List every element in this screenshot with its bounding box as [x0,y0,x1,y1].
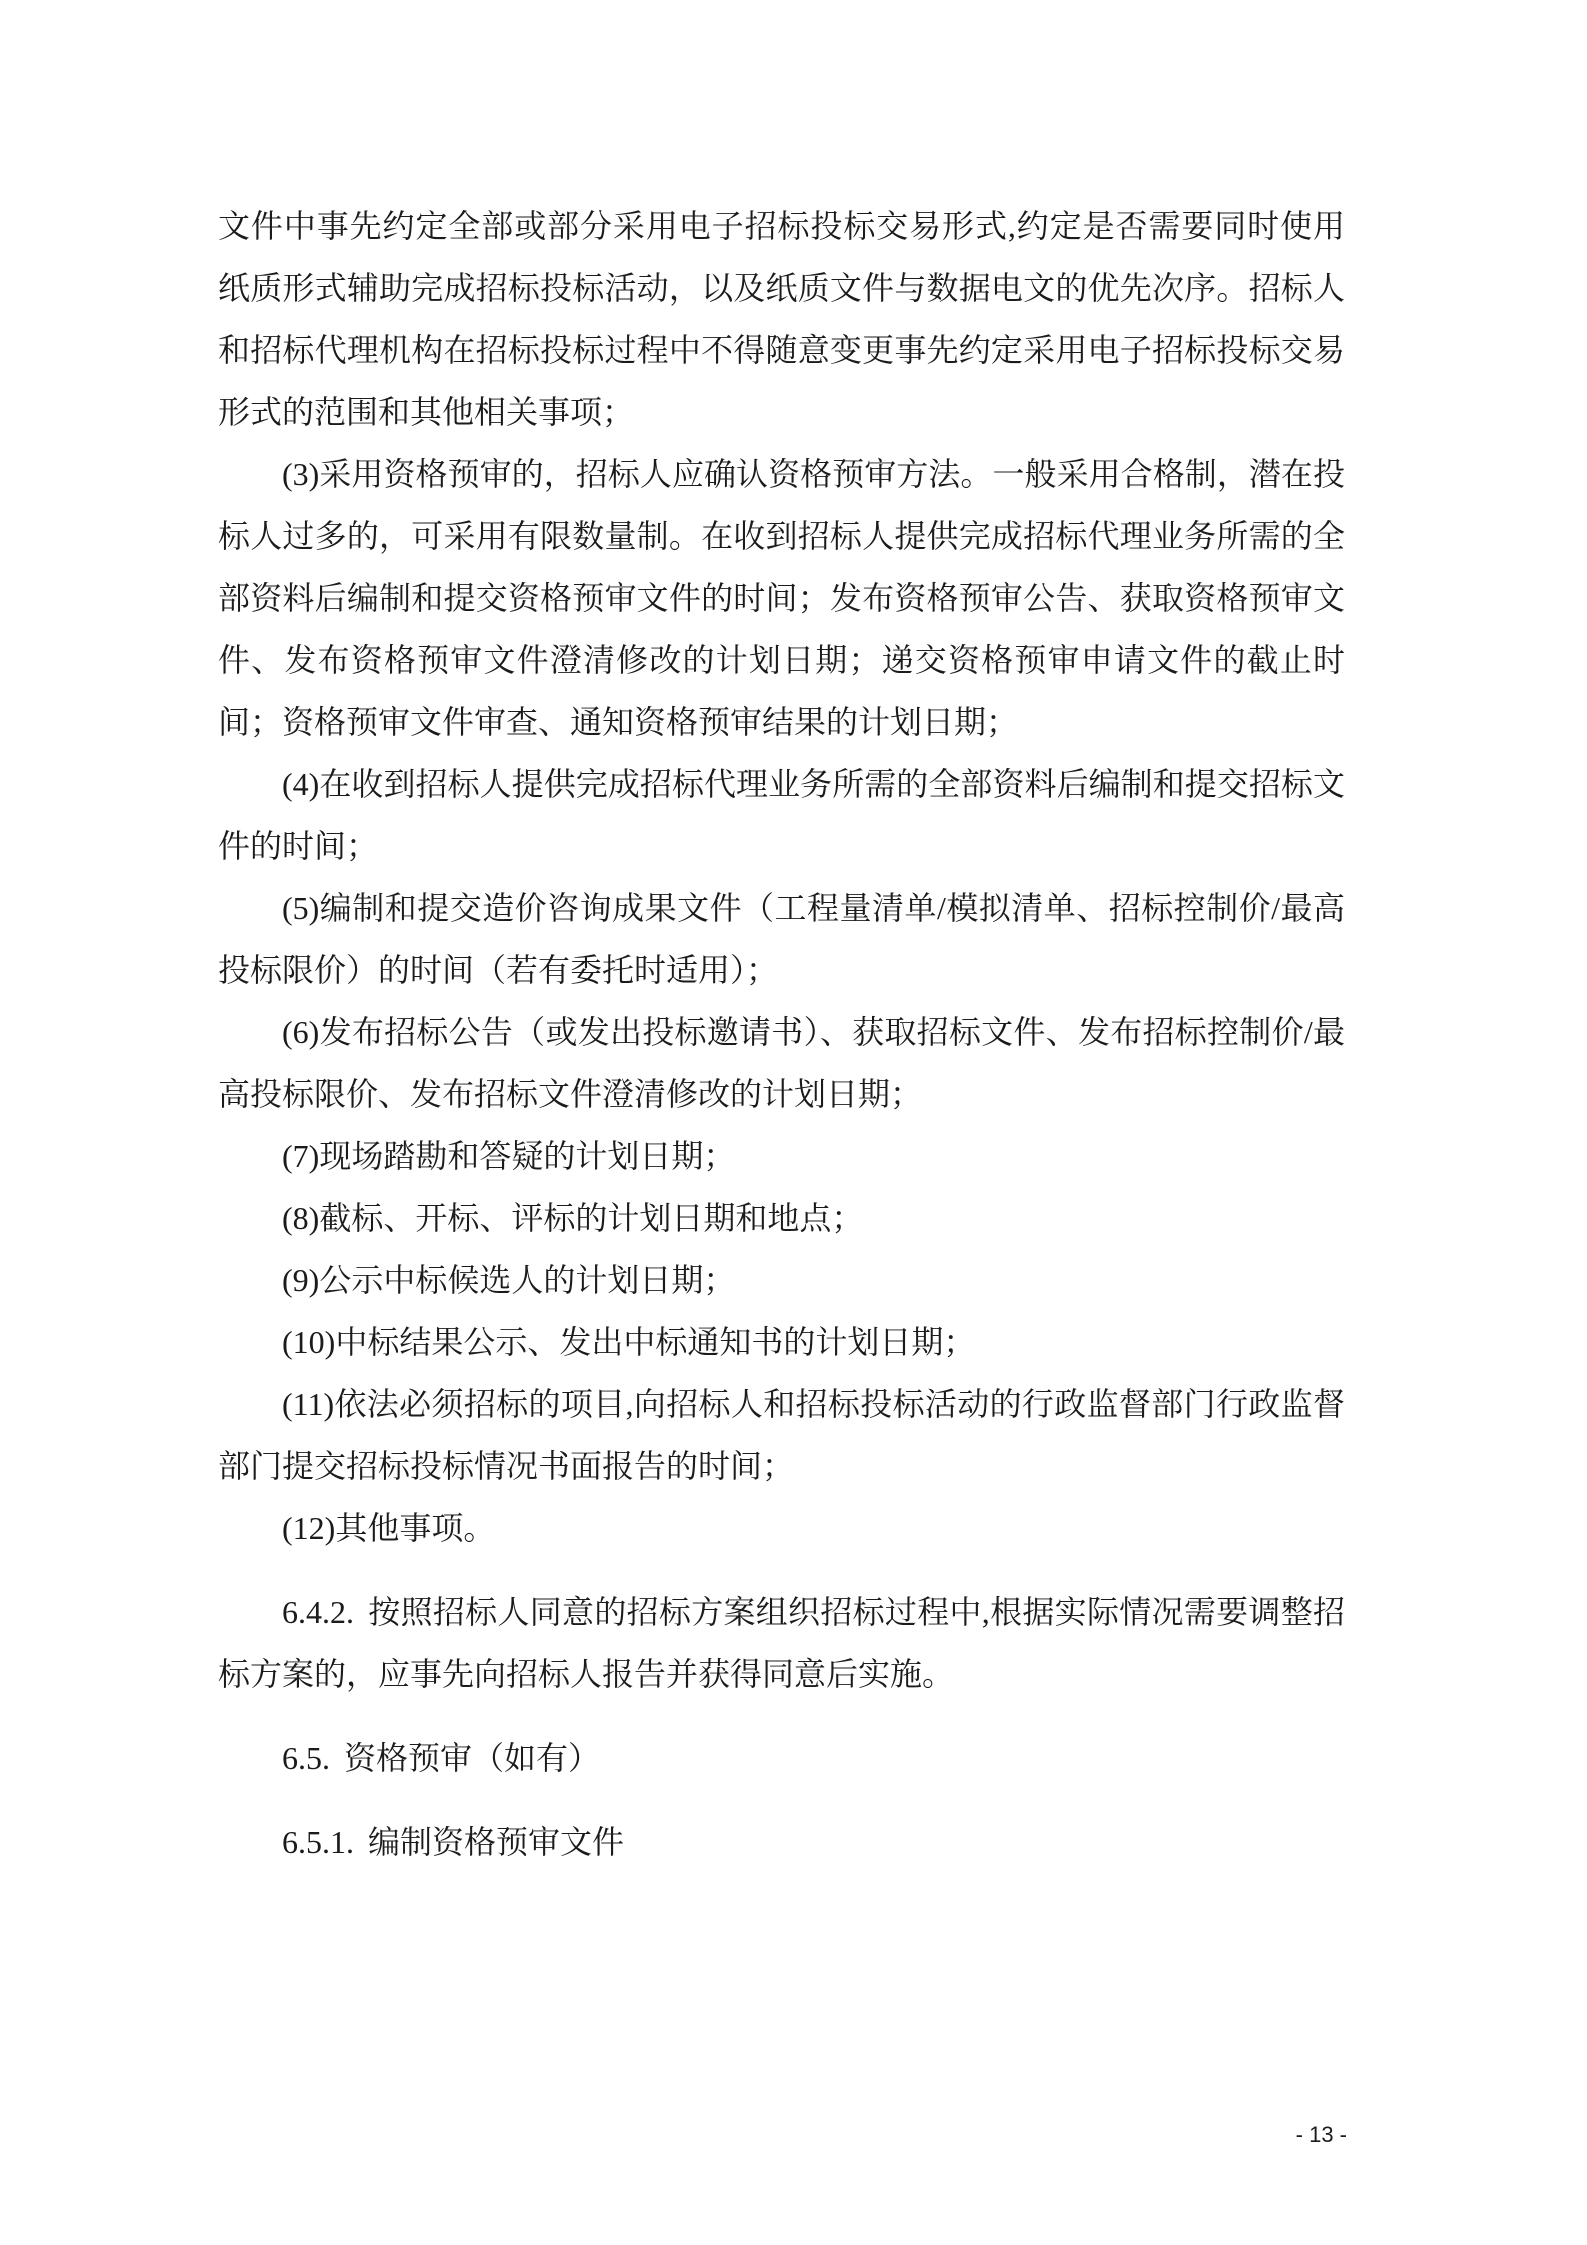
doc-paragraph-item-5: (5)编制和提交造价咨询成果文件（工程量清单/模拟清单、招标控制价/最高投标限价）的时间（若有委托时适用）； [218,890,1345,988]
section-text: 编制资格预审文件 [368,1824,625,1860]
doc-paragraph-item-4: (4)在收到招标人提供完成招标代理业务所需的全部资料后编制和提交招标文件的时间； [218,766,1345,864]
doc-paragraph-item-11: (11)依法必须招标的项目,向招标人和招标投标活动的行政监督部门行政监督部门提交招标投标情况书面报告的时间； [218,1386,1345,1484]
doc-paragraph-item-10: (10)中标结果公示、发出中标通知书的计划日期； [282,1324,976,1360]
doc-paragraph-item-3: (3)采用资格预审的，招标人应确认资格预审方法。一般采用合格制，潜在投标人过多的，可采用有限数量制。在收到招标人提供完成招标代理业务所需的全部资料后编制和提交资格预审文件的时间；发布资格预审公告、获取资格预审文件、发布资格预审文件澄清修改的计划日期；递交资格预审申请文件的截止时间；资格预审文件审查、通知资格预审结果的计划日期； [218,456,1345,740]
section-number: 6.5.1. [282,1824,354,1860]
doc-paragraph: 文件中事先约定全部或部分采用电子招标投标交易形式,约定是否需要同时使用纸质形式辅助完成招标投标活动，以及纸质文件与数据电文的优先次序。招标人和招标代理机构在招标投标过程中不得随意变更事先约定采用电子招标投标交易形式的范围和其他相关事项； [218,208,1345,430]
section-heading-6-5 [218,1727,1345,1789]
page-number: - 13 - [1295,2122,1347,2147]
section-heading-6-5-1 [218,1811,1345,1873]
document-text-block [218,195,1345,1873]
doc-paragraph-item-8: (8)截标、开标、评标的计划日期和地点； [282,1200,864,1236]
section-number: 6.4.2. [282,1594,354,1630]
section-text: 资格预审（如有） [344,1740,601,1776]
section-heading-6-4-2 [218,1581,1345,1705]
section-text: 按照招标人同意的招标方案组织招标过程中,根据实际情况需要调整招标方案的，应事先向招标人报告并获得同意后实施。 [218,1594,1345,1692]
doc-paragraph-item-6: (6)发布招标公告（或发出投标邀请书）、获取招标文件、发布招标控制价/最高投标限价、发布招标文件澄清修改的计划日期； [218,1014,1345,1112]
doc-paragraph-item-9: (9)公示中标候选人的计划日期； [282,1262,736,1298]
doc-paragraph-item-7: (7)现场踏勘和答疑的计划日期； [282,1138,736,1174]
doc-paragraph-item-12: (12)其他事项。 [282,1510,496,1546]
section-number: 6.5. [282,1740,330,1776]
